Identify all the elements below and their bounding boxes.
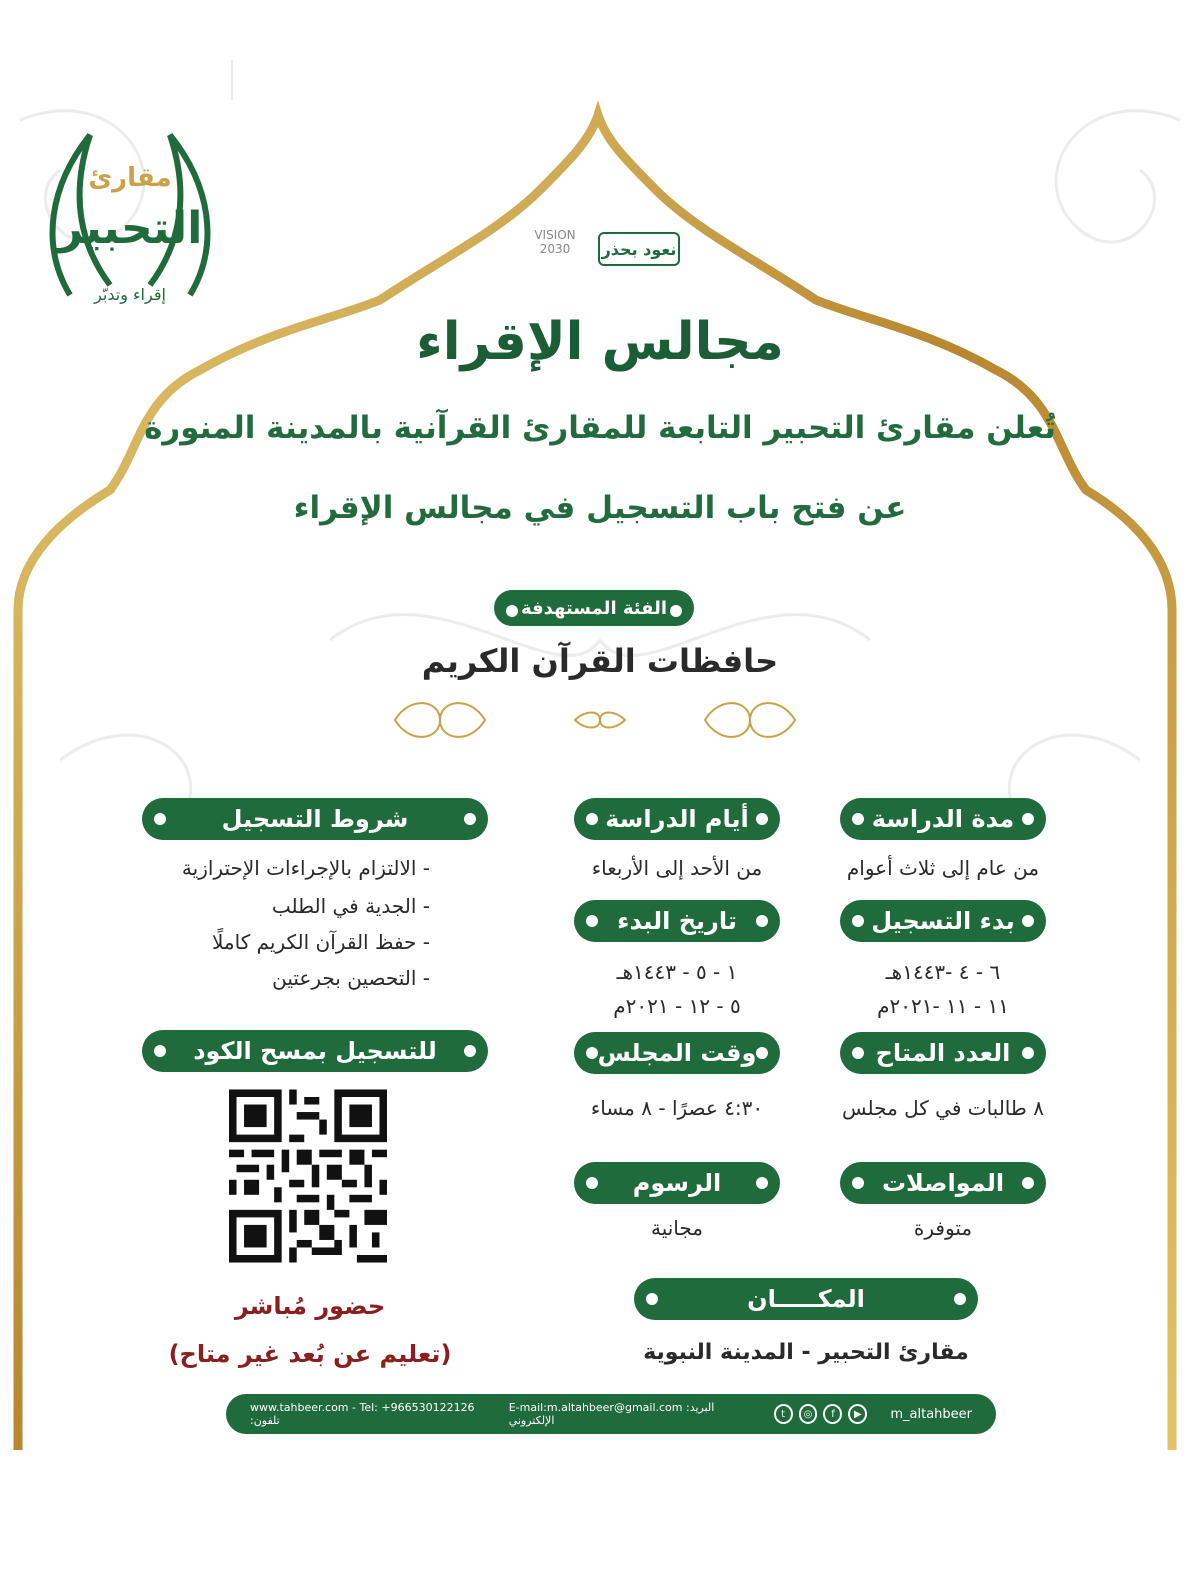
qr-code[interactable]	[229, 1088, 387, 1264]
twitter-icon[interactable]: t	[774, 1404, 793, 1424]
reg-start-hijri: ٦ - ٤ -١٤٤٣هـ	[885, 960, 1001, 984]
subtitle-2: عن فتح باب التسجيل في مجالس الإقراء	[293, 490, 907, 526]
vision-badge: VISION 2030	[534, 228, 576, 256]
facebook-icon[interactable]: f	[823, 1404, 842, 1424]
attendance-mode: حضور مُباشر	[234, 1292, 386, 1320]
seats-label: العدد المتاح	[840, 1032, 1046, 1074]
duration-value: من عام إلى ثلاث أعوام	[846, 856, 1040, 880]
duration-label: مدة الدراسة	[840, 798, 1046, 840]
logo	[30, 125, 230, 325]
condition-item: - حفظ القرآن الكريم كاملًا	[211, 930, 430, 954]
days-value: من الأحد إلى الأربعاء	[591, 856, 763, 880]
start-date-label: تاريخ البدء	[574, 900, 780, 942]
email[interactable]: E-mail:m.altahbeer@gmail.com :البريد الإلكتروني	[508, 1401, 715, 1427]
condition-item: - الالتزام بالإجراءات الإحترازية	[181, 856, 430, 880]
time-value: ٤:٣٠ عصرًا - ٨ مساء	[590, 1096, 764, 1120]
slogan-badge: نعود بحذر	[598, 232, 680, 266]
website-phone[interactable]: www.tahbeer.com - Tel: +966530122126 :تلفون	[250, 1401, 475, 1427]
remote-unavailable: (تعليم عن بُعد غير متاح)	[168, 1340, 452, 1368]
condition-item: - التحصين بجرعتين	[272, 966, 430, 990]
reg-start-gregorian: ١١ - ١١ -٢٠٢١م	[877, 994, 1009, 1018]
target-value: حافظات القرآن الكريم	[421, 642, 779, 680]
page-title: مجالس الإقراء	[416, 312, 784, 372]
logo-tagline: إقراء وتدبّر	[94, 285, 166, 304]
days-label: أيام الدراسة	[574, 798, 780, 840]
place-label: المكـــــان	[634, 1278, 978, 1320]
start-date-gregorian: ٥ - ١٢ - ٢٠٢١م	[613, 994, 741, 1018]
instagram-icon[interactable]: ◎	[799, 1404, 818, 1424]
place-value: مقارئ التحبير - المدينة النبوية	[643, 1340, 969, 1365]
logo-line2: التحبير	[57, 203, 203, 254]
target-label: الفئة المستهدفة	[494, 590, 694, 626]
condition-item: - الجدية في الطلب	[271, 894, 430, 918]
fees-label: الرسوم	[574, 1162, 780, 1204]
fees-value: مجانية	[650, 1216, 704, 1240]
contact-footer	[226, 1394, 996, 1434]
subtitle-1: تُعلن مقارئ التحبير التابعة للمقارئ القرآنية بالمدينة المنورة	[144, 410, 1056, 446]
qr-label: للتسجيل بمسح الكود	[142, 1030, 488, 1072]
time-label: وقت المجلس	[574, 1032, 780, 1074]
seats-value: ٨ طالبات في كل مجلس	[842, 1096, 1044, 1120]
transport-label: المواصلات	[840, 1162, 1046, 1204]
logo-line1: مقارئ	[88, 163, 172, 193]
start-date-hijri: ١ - ٥ - ١٤٤٣هـ	[616, 960, 738, 984]
youtube-icon[interactable]: ▶	[848, 1404, 867, 1424]
reg-start-label: بدء التسجيل	[840, 900, 1046, 942]
divider-ornament	[165, 703, 1020, 737]
conditions-label: شروط التسجيل	[142, 798, 488, 840]
transport-value: متوفرة	[913, 1216, 973, 1240]
social-handle[interactable]: m_altahbeer	[890, 1406, 972, 1422]
